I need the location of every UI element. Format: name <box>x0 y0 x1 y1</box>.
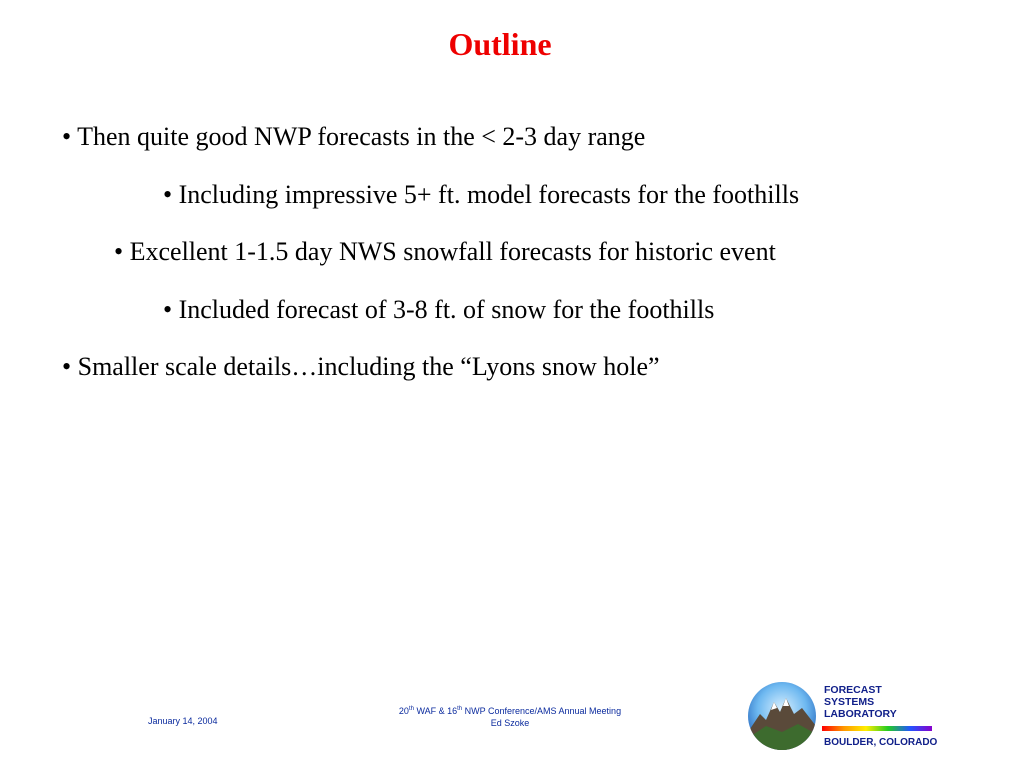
bullet-nws-snowfall-forecasts: • Excellent 1-1.5 day NWS snowfall forecasts for historic event <box>114 237 776 266</box>
conf-superscript-1: th <box>408 706 414 712</box>
conf-rest: NWP Conference/AMS Annual Meeting <box>462 706 622 716</box>
conf-number-1: 20 <box>398 706 409 716</box>
bullet-smaller-scale-details: • Smaller scale details…including the “Lyons snow hole” <box>62 352 660 381</box>
bullet-forecast-snow-foothills: • Included forecast of 3-8 ft. of snow for the foothills <box>163 295 715 324</box>
logo-line-laboratory: LABORATORY <box>824 708 897 720</box>
logo-rainbow-bar <box>822 726 932 731</box>
conf-superscript-2: th <box>457 706 463 712</box>
flatirons-emblem-icon <box>746 680 818 752</box>
slide-title: Outline <box>448 26 552 62</box>
logo-city: BOULDER, COLORADO <box>824 737 938 748</box>
conf-middle: WAF & 16 <box>413 706 458 716</box>
footer-conference <box>360 705 660 729</box>
fsl-logo <box>746 680 946 752</box>
bullet-model-forecasts-foothills: • Including impressive 5+ ft. model forecasts for the foothills <box>163 180 800 209</box>
footer-date: January 14, 2004 <box>148 716 218 726</box>
footer-author: Ed Szoke <box>490 718 530 728</box>
logo-line-systems: SYSTEMS <box>824 696 875 708</box>
logo-line-forecast: FORECAST <box>824 684 882 696</box>
bullet-nwp-forecasts: • Then quite good NWP forecasts in the < 2-3 day range <box>62 122 646 151</box>
